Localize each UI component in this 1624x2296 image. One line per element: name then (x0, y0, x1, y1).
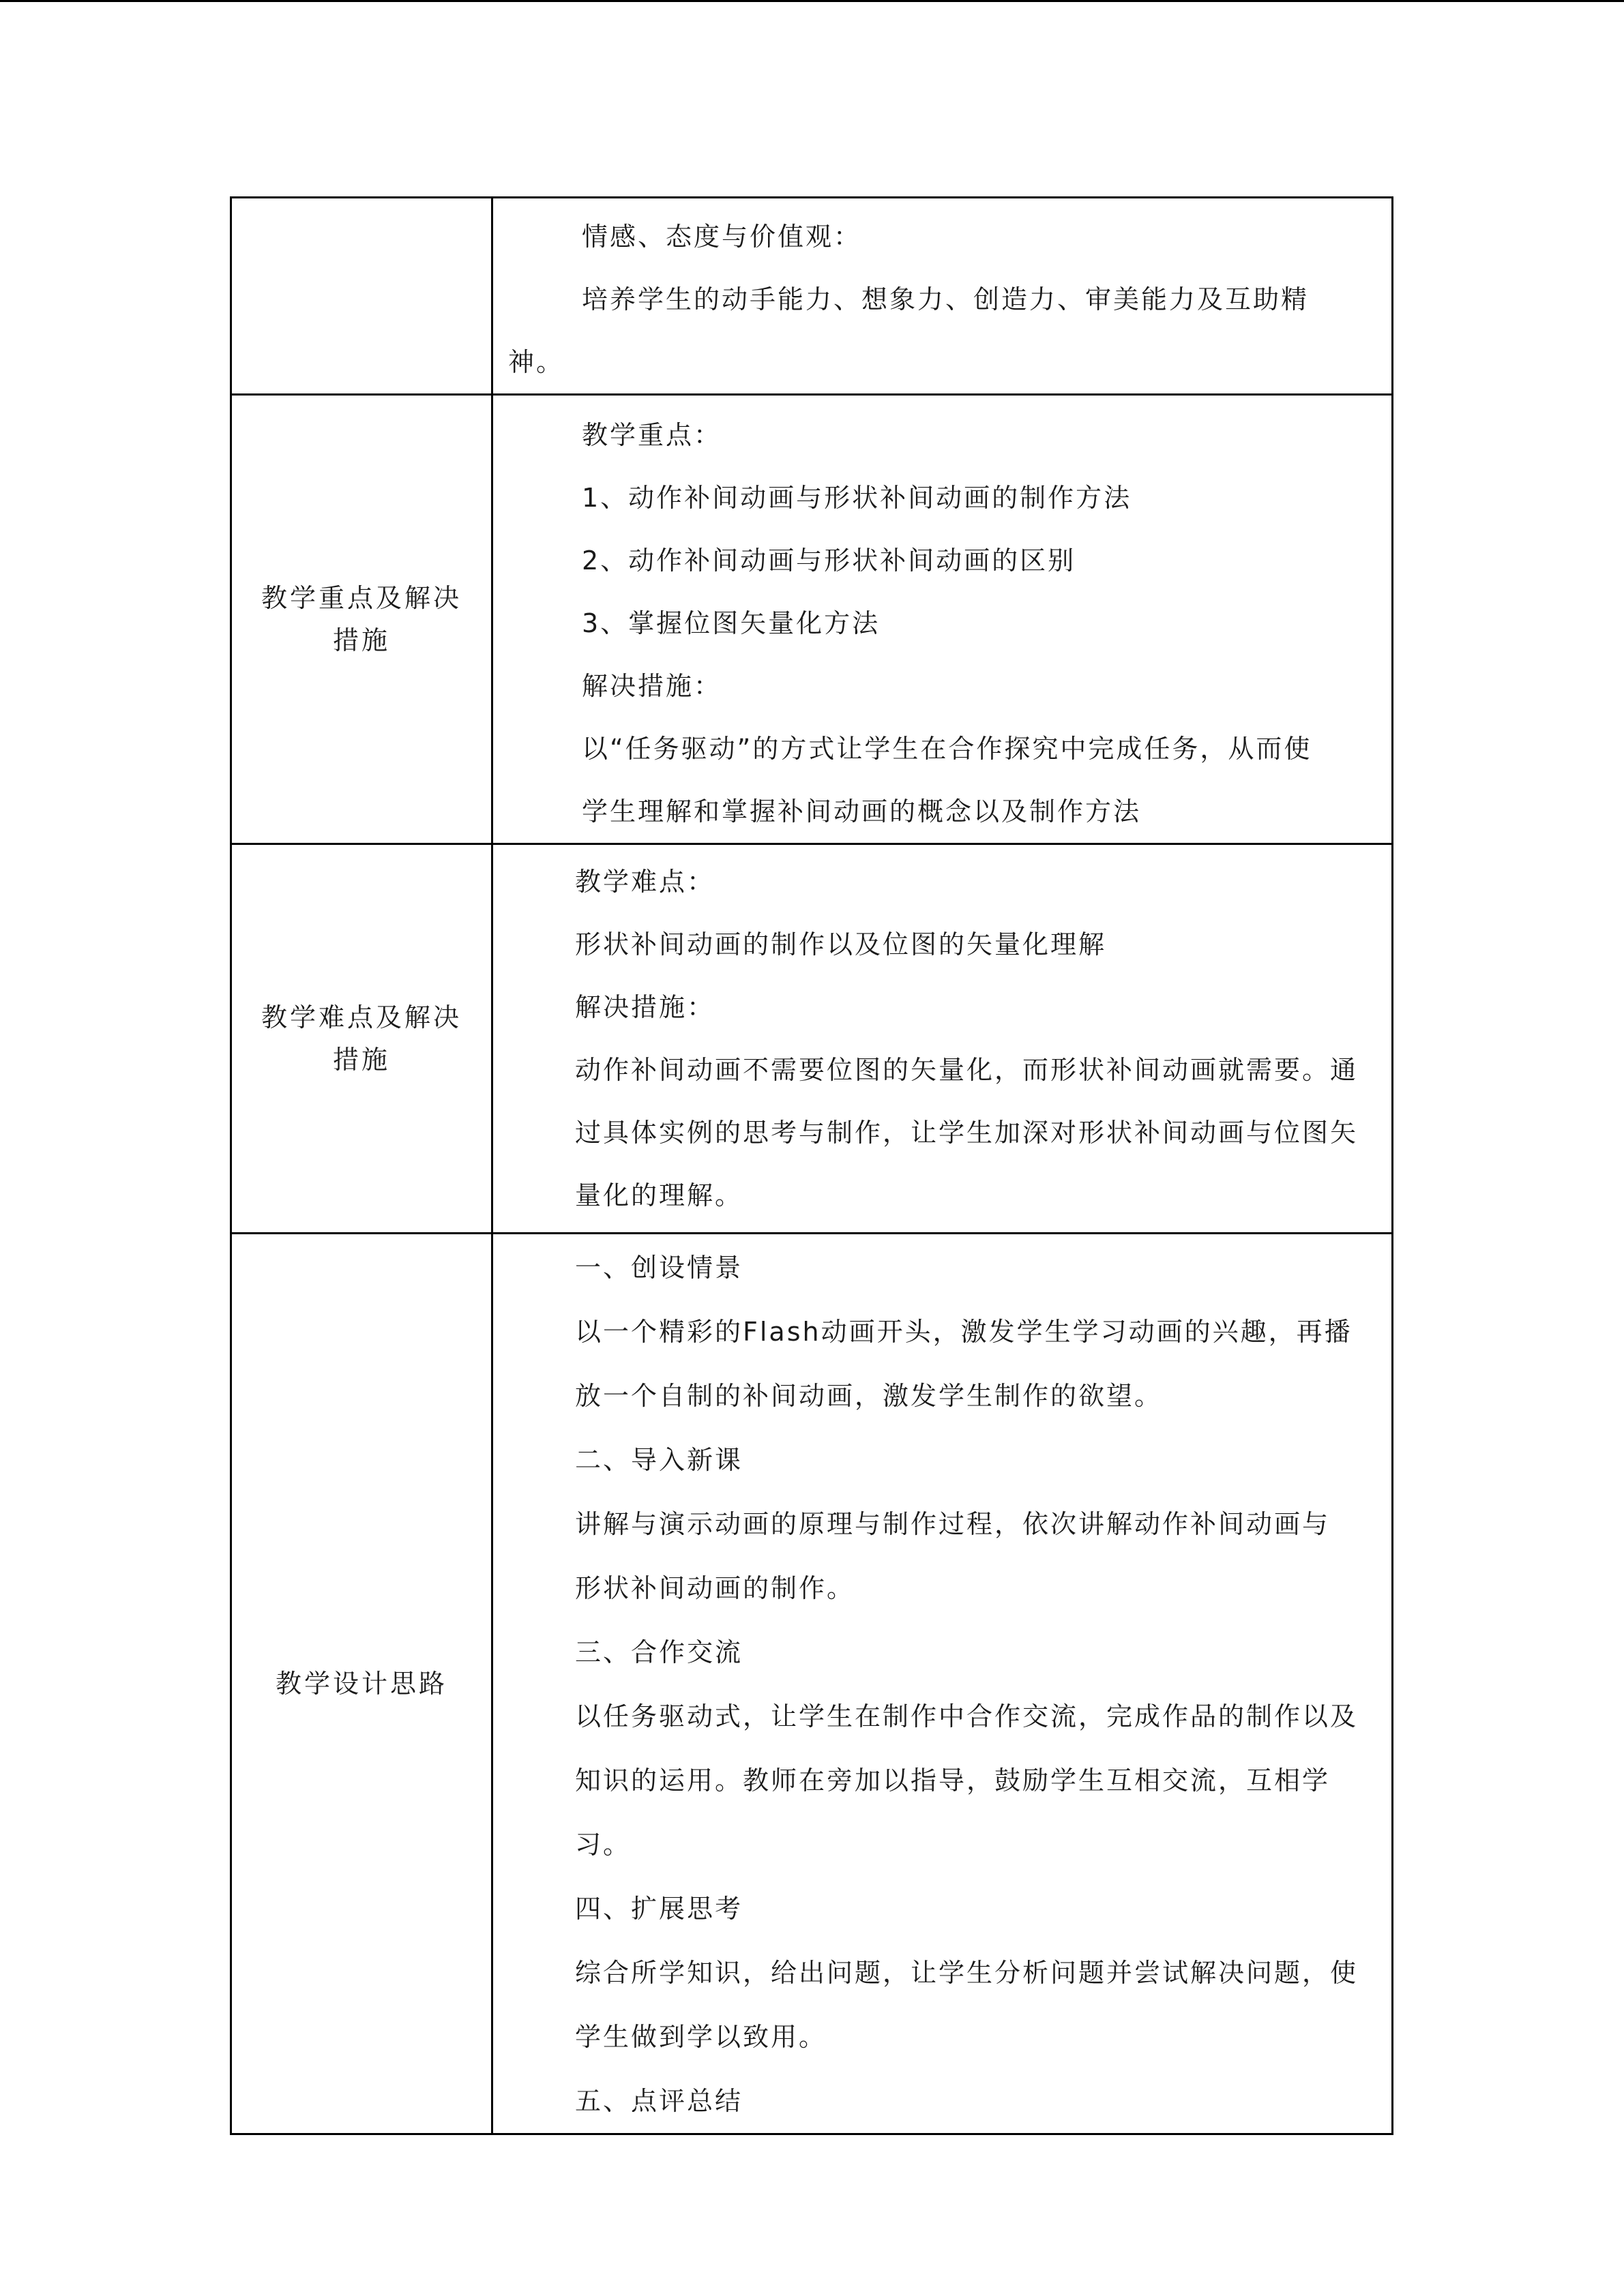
content-line: 习。 (575, 1830, 632, 1860)
content-line: 学生理解和掌握补间动画的概念以及制作方法 (582, 796, 1142, 826)
table-row-emotion-attitude (231, 198, 1393, 395)
row-label: 教学重点及解决措施 (261, 583, 462, 655)
content-line: 以一个精彩的Flash动画开头，激发学生学习动画的兴趣，再播 (575, 1317, 1353, 1347)
content-line: 3、掌握位图矢量化方法 (582, 608, 881, 638)
content-heading: 教学难点： (575, 867, 715, 897)
row-label-cell (231, 395, 492, 844)
content-heading: 解决措施： (582, 671, 722, 701)
section-heading: 四、扩展思考 (575, 1894, 743, 1924)
content-line: 1、动作补间动画与形状补间动画的制作方法 (582, 483, 1132, 513)
row-label: 教学难点及解决措施 (261, 1002, 462, 1075)
row-label-cell (231, 198, 492, 395)
content-line: 以任务驱动式，让学生在制作中合作交流，完成作品的制作以及 (575, 1701, 1359, 1731)
section-heading: 二、导入新课 (575, 1445, 743, 1475)
section-heading: 一、创设情景 (575, 1253, 743, 1283)
content-line: 神。 (508, 347, 565, 377)
row-content-cell (492, 1234, 1393, 2134)
row-content-cell (492, 198, 1393, 395)
content-line: 培养学生的动手能力、想象力、创造力、审美能力及互助精 (582, 284, 1310, 314)
content-line: 以“任务驱动”的方式让学生在合作探究中完成任务，从而使 (582, 734, 1312, 764)
content-line: 过具体实例的思考与制作，让学生加深对形状补间动画与位图矢 (575, 1118, 1359, 1148)
page-top-rule (0, 0, 1624, 2)
row-content-cell (492, 844, 1393, 1234)
table-row-difficulties (231, 844, 1393, 1234)
content-line: 形状补间动画的制作。 (575, 1573, 855, 1603)
content-line: 综合所学知识，给出问题，让学生分析问题并尝试解决问题，使 (575, 1958, 1359, 1988)
row-label: 教学设计思路 (275, 1669, 447, 1699)
row-label-cell (231, 1234, 492, 2134)
content-line: 放一个自制的补间动画，激发学生制作的欲望。 (575, 1381, 1163, 1411)
content-line: 量化的理解。 (575, 1180, 743, 1210)
lesson-plan-table (230, 196, 1393, 2135)
table-row-key-points (231, 395, 1393, 844)
content-line: 2、动作补间动画与形状补间动画的区别 (582, 546, 1076, 576)
content-heading: 情感、态度与价值观： (582, 222, 862, 252)
content-heading: 教学重点： (582, 420, 722, 450)
content-line: 讲解与演示动画的原理与制作过程，依次讲解动作补间动画与 (575, 1509, 1331, 1539)
row-label-cell (231, 844, 492, 1234)
section-heading: 三、合作交流 (575, 1637, 743, 1667)
content-line: 形状补间动画的制作以及位图的矢量化理解 (575, 929, 1107, 959)
section-heading: 五、点评总结 (575, 2086, 743, 2116)
content-line: 学生做到学以致用。 (575, 2022, 827, 2052)
table-row-design-ideas (231, 1234, 1393, 2134)
content-line: 知识的运用。教师在旁加以指导，鼓励学生互相交流，互相学 (575, 1765, 1331, 1795)
row-content-cell (492, 395, 1393, 844)
content-heading: 解决措施： (575, 992, 715, 1022)
content-line: 动作补间动画不需要位图的矢量化，而形状补间动画就需要。通 (575, 1055, 1359, 1085)
